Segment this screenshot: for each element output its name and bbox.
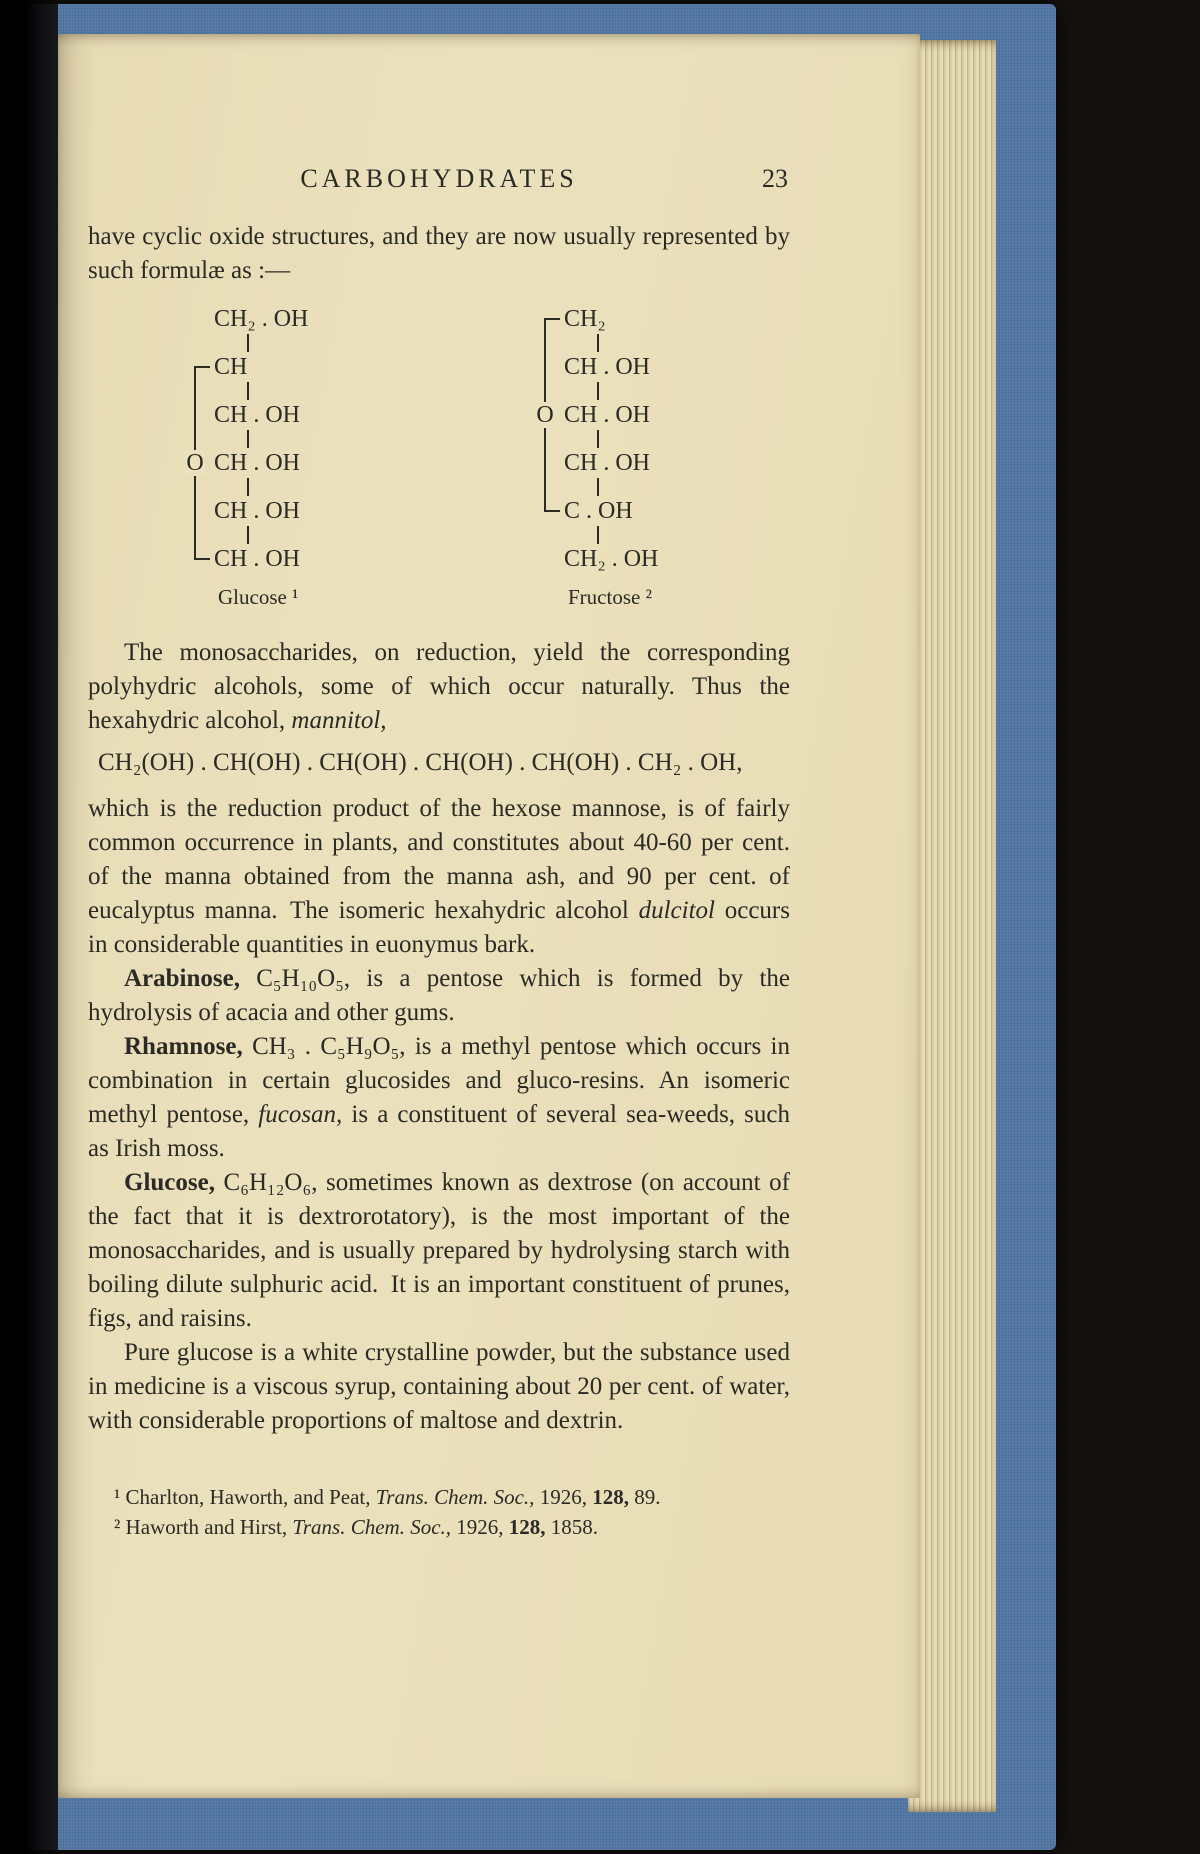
para-rhamnose	[88, 1030, 790, 1166]
text-segment: Pure glucose is a white crystalline powder, but the substance used in medicine is a viscous syrup, containing about 20 per cent. of water, with considerable proportions of maltose and dextrin.	[88, 1339, 790, 1434]
glucose-structure	[188, 304, 358, 610]
text-segment: 1926,	[451, 1515, 509, 1539]
structure-caption: Glucose ¹	[218, 585, 299, 609]
intro-paragraph	[88, 220, 790, 288]
mannitol-formula	[88, 746, 790, 780]
page-edge-stack	[908, 40, 996, 1812]
page-number: 23	[762, 164, 788, 193]
text-segment: Trans. Chem. Soc.,	[292, 1515, 452, 1539]
glucose-structure-body	[188, 304, 358, 574]
text-segment: C₅H₁₀O₅, is a pentose which is formed by the hydrolysis of acacia and other gums.	[88, 965, 790, 1026]
ring-oxygen-label: O	[186, 450, 204, 476]
formula-row: CH₂	[564, 306, 606, 332]
para-pure-glucose	[88, 1336, 790, 1438]
bond-line	[597, 478, 599, 496]
formula-row: CH . OH	[564, 354, 651, 380]
text-segment: Arabinose,	[124, 965, 240, 992]
text-segment: occurs in considerable quantities in euonymus bark.	[88, 897, 790, 958]
printed-content	[88, 162, 790, 1542]
bond-line	[247, 430, 249, 448]
formula-row: C . OH	[564, 498, 633, 524]
text-segment: have cyclic oxide structures, and they are now usually represented by such formulæ as :—	[88, 223, 790, 284]
ring-oxygen-label: O	[536, 402, 554, 428]
text-segment: C₆H₁₂O₆, sometimes known as dextrose (on account of the fact that it is dextrorotatory), is the most important of the monosaccharides, and is usually prepared by hydrolysing starch with boiling dilute sulphuric acid. It is an important constituent of prunes, figs, and raisins.	[88, 1169, 790, 1332]
text-segment: which is the reduction product of the hexose mannose, is of fairly common occurrence in plants, and constitutes about 40-60 per cent. of the manna obtained from the manna ash, and 90 per cent. of eucalyptus manna. The isomeric hexahydric alcohol	[88, 795, 790, 924]
text-segment: 89.	[628, 1485, 661, 1509]
spine-gutter-shadow	[0, 0, 58, 1854]
bond-line	[247, 526, 249, 544]
formula-row: CH₂ . OH	[564, 546, 659, 572]
formula-row: CH	[214, 354, 248, 380]
formula-row: CH . OH	[214, 450, 301, 476]
footnote-1	[114, 1482, 790, 1512]
formula-row: CH . OH	[564, 402, 651, 428]
bond-line	[247, 382, 249, 400]
structure-caption: Fructose ²	[568, 585, 652, 609]
bond-line	[597, 526, 599, 544]
para-glucose	[88, 1166, 790, 1336]
book-page	[58, 34, 920, 1798]
fructose-structure-body	[538, 304, 708, 574]
formula-row: CH₂ . OH	[214, 306, 309, 332]
text-segment: Glucose,	[124, 1169, 215, 1196]
text-segment: 1926,	[534, 1485, 593, 1509]
formula-row: CH . OH	[214, 402, 301, 428]
text-segment: The monosaccharides, on reduction, yield the corresponding polyhydric alcohols, some of which occur naturally. Thus the hexahydric alcohol,	[88, 639, 790, 734]
footnotes	[114, 1482, 790, 1542]
para-mannitol-continued	[88, 792, 790, 962]
fructose-structure	[538, 304, 708, 610]
bond-line	[247, 334, 249, 352]
text-segment: ¹ Charlton, Haworth, and Peat,	[114, 1485, 376, 1509]
bond-line	[247, 478, 249, 496]
footnote-2	[114, 1512, 790, 1542]
page-header	[88, 162, 790, 196]
structure-rows	[214, 304, 358, 574]
text-segment: fucosan,	[258, 1101, 343, 1128]
text-segment: CH₃ . C₅H₉O₅, is a methyl pentose which occurs in combination in certain glucosides and gluco-resins. An isomeric methyl pentose,	[88, 1033, 790, 1128]
text-segment: CH₂(OH) . CH(OH) . CH(OH) . CH(OH) . CH(OH) . CH₂ . OH,	[98, 749, 743, 776]
formula-row: CH . OH	[564, 450, 651, 476]
text-segment: 128,	[592, 1485, 629, 1509]
running-head: CARBOHYDRATES	[300, 164, 578, 193]
text-segment: 1858.	[545, 1515, 599, 1539]
bond-line	[597, 334, 599, 352]
para-arabinose	[88, 962, 790, 1030]
text-segment: is a constituent of several sea-weeds, such as Irish moss.	[88, 1101, 790, 1162]
text-segment: Rhamnose,	[124, 1033, 243, 1060]
bond-line	[597, 430, 599, 448]
bond-line	[597, 382, 599, 400]
structure-rows	[564, 304, 708, 574]
text-segment: 128,	[508, 1515, 546, 1539]
text-segment: dulcitol	[638, 897, 715, 924]
para-monosaccharides	[88, 636, 790, 738]
text-segment: mannitol,	[291, 707, 387, 734]
text-segment: ² Haworth and Hirst,	[114, 1515, 293, 1539]
formula-row: CH . OH	[214, 498, 301, 524]
formula-row: CH . OH	[214, 546, 301, 572]
text-segment: Trans. Chem. Soc.,	[375, 1485, 535, 1509]
structures-row	[188, 304, 790, 610]
